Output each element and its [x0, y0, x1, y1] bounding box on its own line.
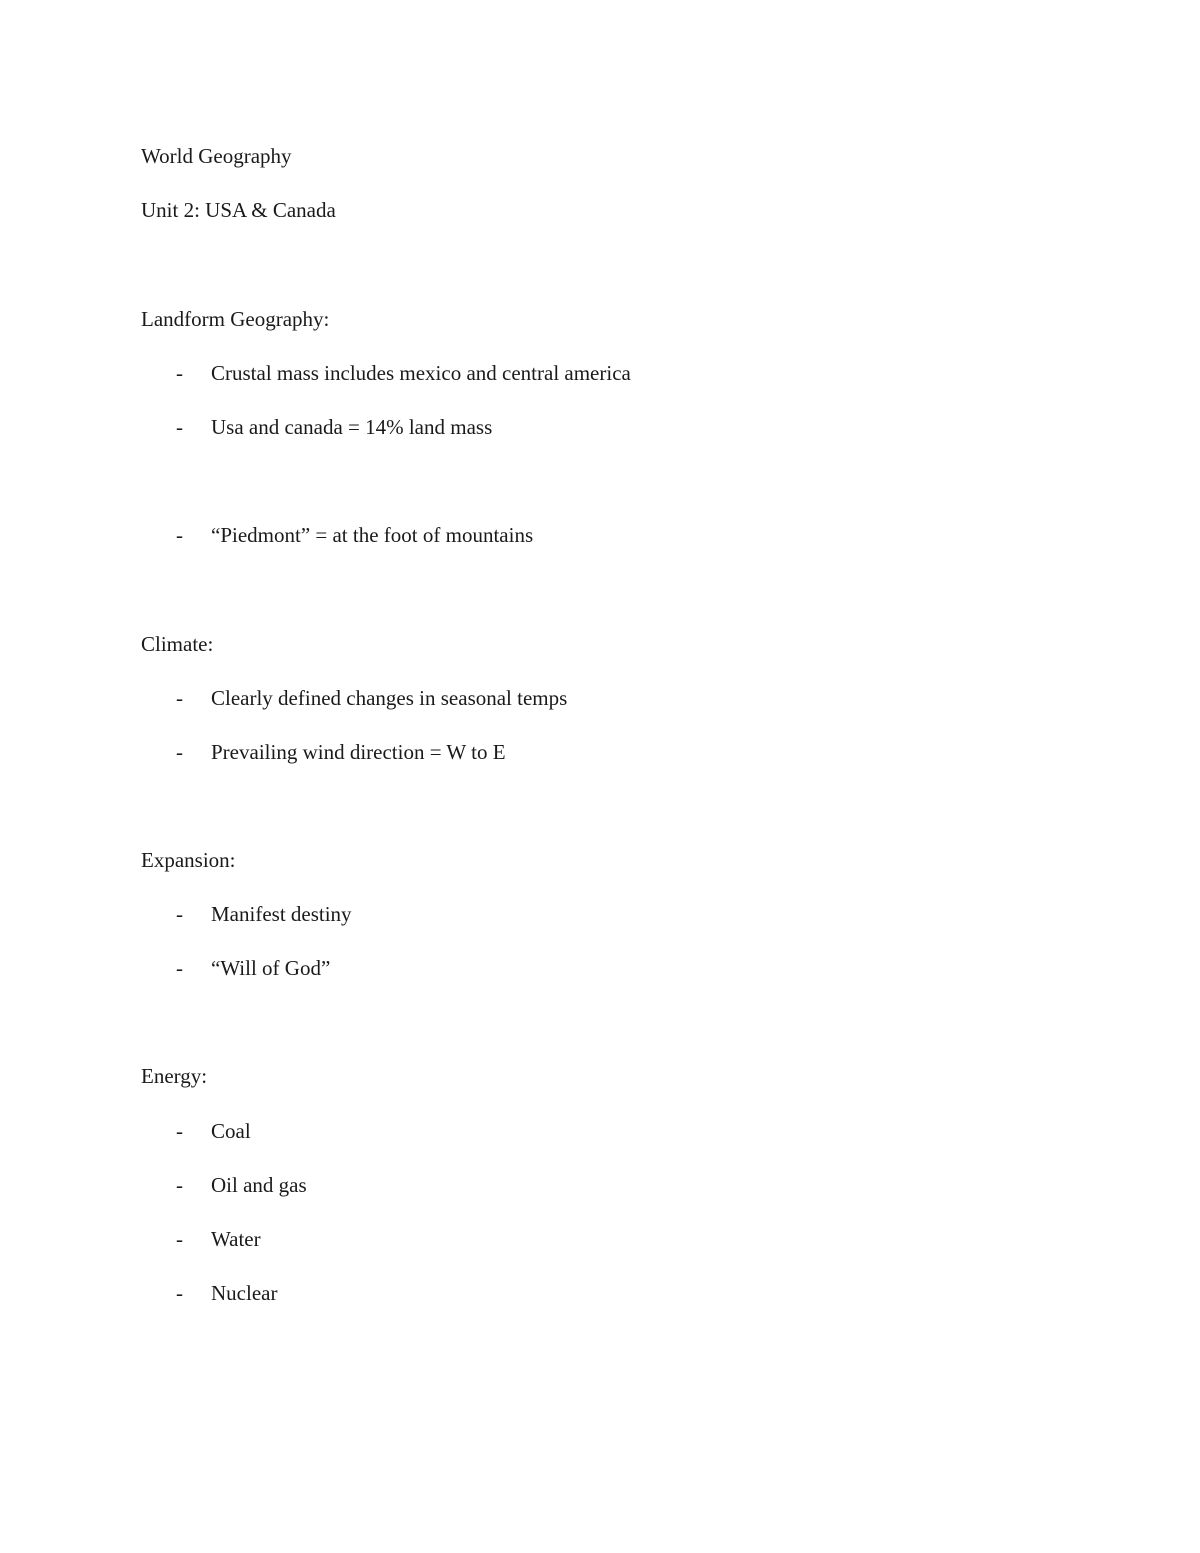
- bullet-dash: -: [176, 686, 183, 710]
- bullet-dash: -: [176, 1281, 183, 1305]
- list-item-text: Usa and canada = 14% land mass: [211, 415, 493, 439]
- bullet-dash: -: [176, 523, 183, 547]
- list-item-text: Water: [211, 1227, 261, 1251]
- list-item-text: Oil and gas: [211, 1173, 307, 1197]
- list-item-text: Coal: [211, 1119, 251, 1143]
- list-item-text: “Piedmont” = at the foot of mountains: [211, 523, 534, 547]
- bullet-dash: -: [176, 1119, 183, 1143]
- section-heading-landform: Landform Geography:: [141, 307, 330, 331]
- bullet-dash: -: [176, 1227, 183, 1251]
- bullet-dash: -: [176, 902, 183, 926]
- section-heading-expansion: Expansion:: [141, 848, 236, 872]
- document-subtitle: Unit 2: USA & Canada: [141, 198, 336, 222]
- document-title: World Geography: [141, 144, 292, 168]
- bullet-dash: -: [176, 956, 183, 980]
- list-item-text: Clearly defined changes in seasonal temps: [211, 686, 568, 710]
- bullet-dash: -: [176, 740, 183, 764]
- bullet-dash: -: [176, 415, 183, 439]
- list-item-text: Nuclear: [211, 1281, 278, 1305]
- list-item-text: “Will of God”: [211, 956, 331, 980]
- list-item-text: Manifest destiny: [211, 902, 352, 926]
- list-item-text: Prevailing wind direction = W to E: [211, 740, 506, 764]
- section-heading-energy: Energy:: [141, 1064, 208, 1088]
- bullet-dash: -: [176, 361, 183, 385]
- bullet-dash: -: [176, 1173, 183, 1197]
- section-heading-climate: Climate:: [141, 632, 214, 656]
- list-item-text: Crustal mass includes mexico and central america: [211, 361, 631, 385]
